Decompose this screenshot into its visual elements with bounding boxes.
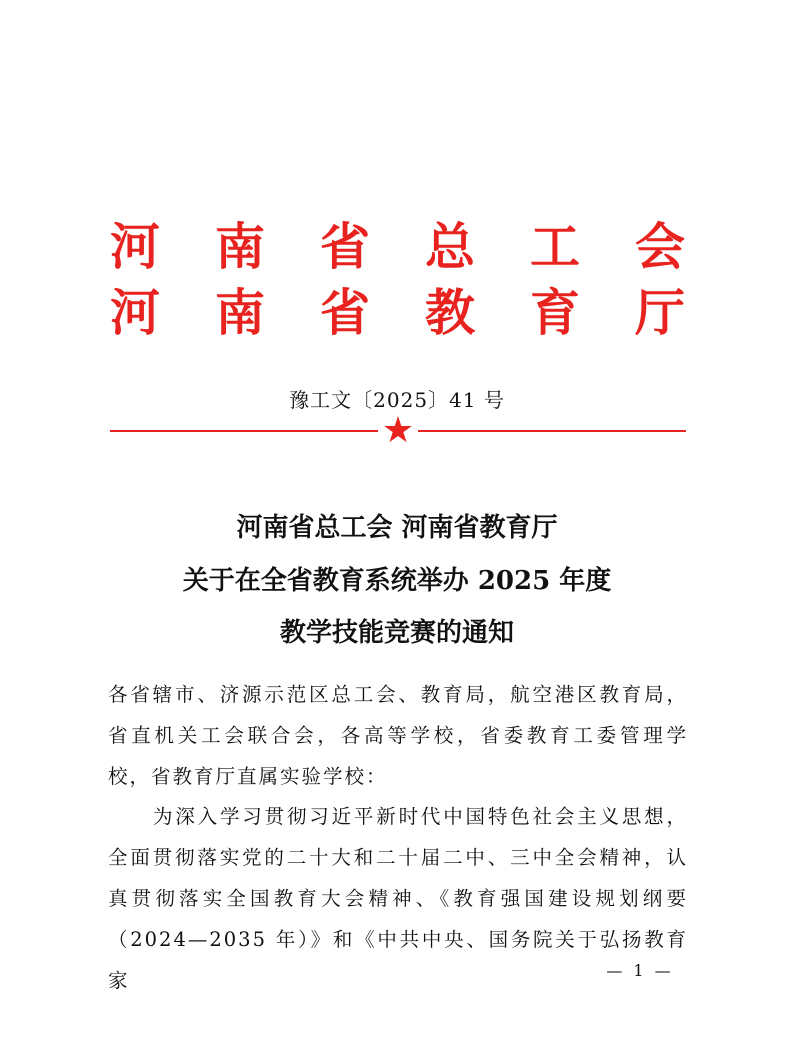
issuer-char: 会 (635, 217, 685, 276)
issuer-char: 教 (425, 283, 475, 342)
red-separator-right (418, 430, 686, 432)
issuer-char: 省 (320, 217, 370, 276)
issuer-name-education-dept (110, 283, 685, 342)
issuer-char: 工 (530, 217, 580, 276)
issuer-char: 厅 (635, 283, 685, 342)
issuer-name-union (110, 217, 685, 276)
document-title-line-3: 教学技能竞赛的通知 (279, 618, 514, 648)
red-separator-left (110, 430, 378, 432)
issuer-char: 河 (110, 283, 160, 342)
issuer-char: 河 (110, 217, 160, 276)
document-title-line-2: 关于在全省教育系统举办 2025 年度 (182, 566, 612, 596)
red-star-icon: ★ (381, 410, 415, 451)
issuer-char: 育 (530, 283, 580, 342)
issuer-char: 南 (215, 217, 265, 276)
issuer-char: 省 (320, 283, 370, 342)
document-title-line-1: 河南省总工会 河南省教育厅 (236, 513, 558, 543)
page-number: — 1 — (606, 961, 674, 980)
salutation: 各省辖市、济源示范区总工会、教育局，航空港区教育局，省直机关工会联合会，各高等学校，省委教育工委管理学校，省教育厅直属实验学校： (108, 683, 688, 788)
document-number: 豫工文〔2025〕41 号 (289, 388, 505, 412)
issuer-char: 南 (215, 283, 265, 342)
body-paragraph: 为深入学习贯彻习近平新时代中国特色社会主义思想，全面贯彻落实党的二十大和二十届二中、三中全会精神，认真贯彻落实全国教育大会精神、《教育强国建设规划纲要（2024—2035 年）》和《中共中央、国务院关于弘扬教育家 (108, 805, 688, 992)
issuer-char: 总 (425, 217, 475, 276)
